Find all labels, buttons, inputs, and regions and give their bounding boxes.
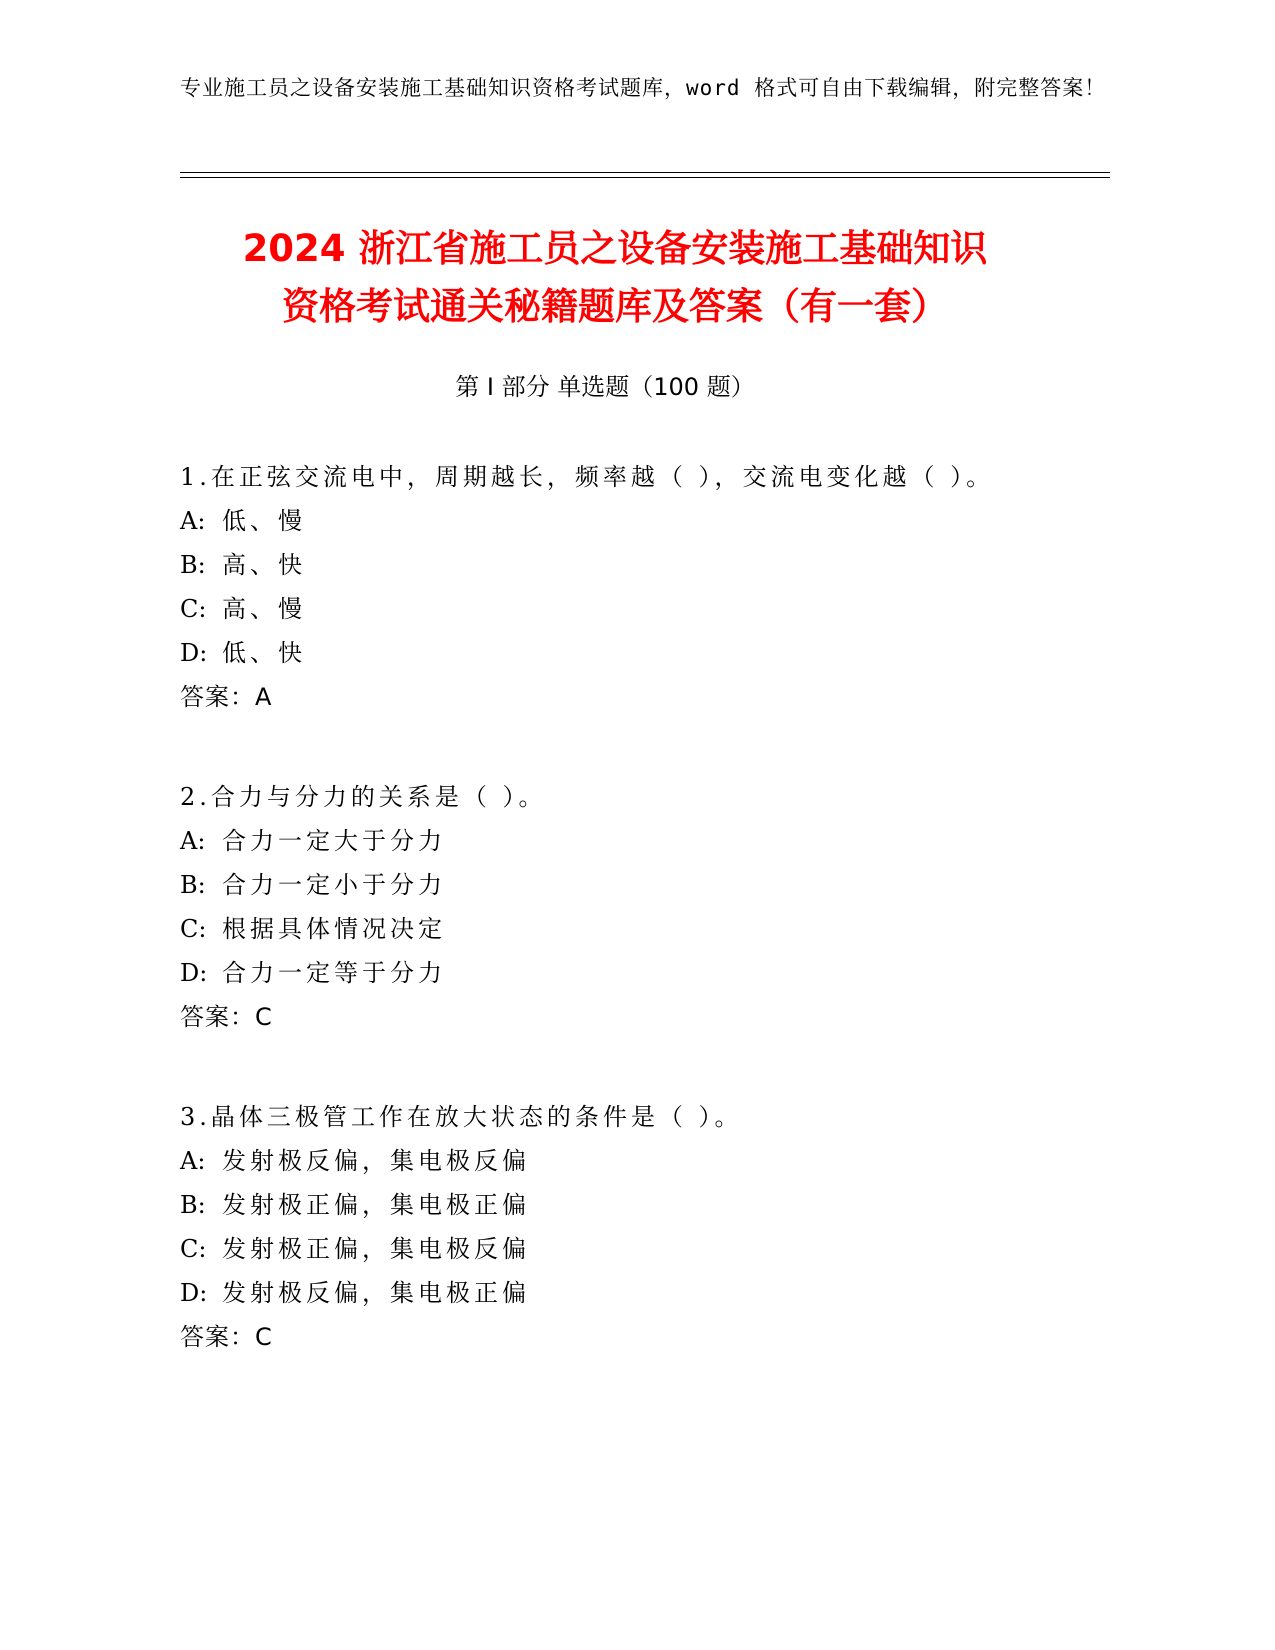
option-text: 高、快: [222, 551, 306, 579]
option-letter: C:: [180, 915, 207, 943]
option-b: [180, 863, 1110, 907]
question-list: [180, 455, 1110, 1415]
option-c: [180, 907, 1110, 951]
option-b: [180, 1183, 1110, 1227]
answer: 答案：C: [180, 1003, 273, 1031]
option-a: [180, 819, 1110, 863]
option-b: [180, 543, 1110, 587]
option-letter: D:: [180, 1279, 208, 1307]
header-note: 专业施工员之设备安装施工基础知识资格考试题库，word 格式可自由下载编辑，附完整答案！: [180, 76, 1107, 100]
section-heading: 第 I 部分 单选题（100 题）: [455, 373, 755, 401]
header-divider-top: [180, 172, 1110, 173]
title-line-1: 2024 浙江省施工员之设备安装施工基础知识: [242, 227, 988, 270]
option-text: 发射极反偏，集电极反偏: [222, 1147, 530, 1175]
option-text: 合力一定大于分力: [222, 827, 446, 855]
title-line-2: 资格考试通关秘籍题库及答案（有一套）: [282, 285, 948, 328]
option-text: 低、快: [222, 639, 306, 667]
option-text: 高、慢: [222, 595, 306, 623]
question-stem: 3.晶体三极管工作在放大状态的条件是（ ）。: [180, 1103, 743, 1131]
option-letter: A:: [180, 507, 206, 535]
option-c: [180, 587, 1110, 631]
question-1: [180, 455, 1110, 719]
option-letter: C:: [180, 595, 207, 623]
option-letter: B:: [180, 871, 206, 899]
option-a: [180, 499, 1110, 543]
header-divider-bottom: [180, 177, 1110, 178]
option-text: 发射极正偏，集电极正偏: [222, 1191, 530, 1219]
question-3: [180, 1095, 1110, 1359]
option-text: 合力一定小于分力: [222, 871, 446, 899]
answer: 答案：C: [180, 1323, 273, 1351]
question-2: [180, 775, 1110, 1039]
option-text: 根据具体情况决定: [222, 915, 446, 943]
option-d: [180, 1271, 1110, 1315]
option-letter: A:: [180, 1147, 206, 1175]
option-letter: B:: [180, 1191, 206, 1219]
option-text: 发射极反偏，集电极正偏: [222, 1279, 530, 1307]
answer: 答案：A: [180, 683, 273, 711]
option-a: [180, 1139, 1110, 1183]
option-d: [180, 631, 1110, 675]
option-text: 低、慢: [222, 507, 306, 535]
option-letter: B:: [180, 551, 206, 579]
option-letter: D:: [180, 639, 208, 667]
question-stem: 2.合力与分力的关系是（ ）。: [180, 783, 547, 811]
option-c: [180, 1227, 1110, 1271]
option-d: [180, 951, 1110, 995]
option-text: 发射极正偏，集电极反偏: [222, 1235, 530, 1263]
option-letter: C:: [180, 1235, 207, 1263]
question-stem: 1.在正弦交流电中，周期越长，频率越（ ），交流电变化越（ ）。: [180, 463, 995, 491]
option-letter: A:: [180, 827, 206, 855]
document-title: [180, 220, 1050, 336]
option-letter: D:: [180, 959, 208, 987]
option-text: 合力一定等于分力: [222, 959, 446, 987]
